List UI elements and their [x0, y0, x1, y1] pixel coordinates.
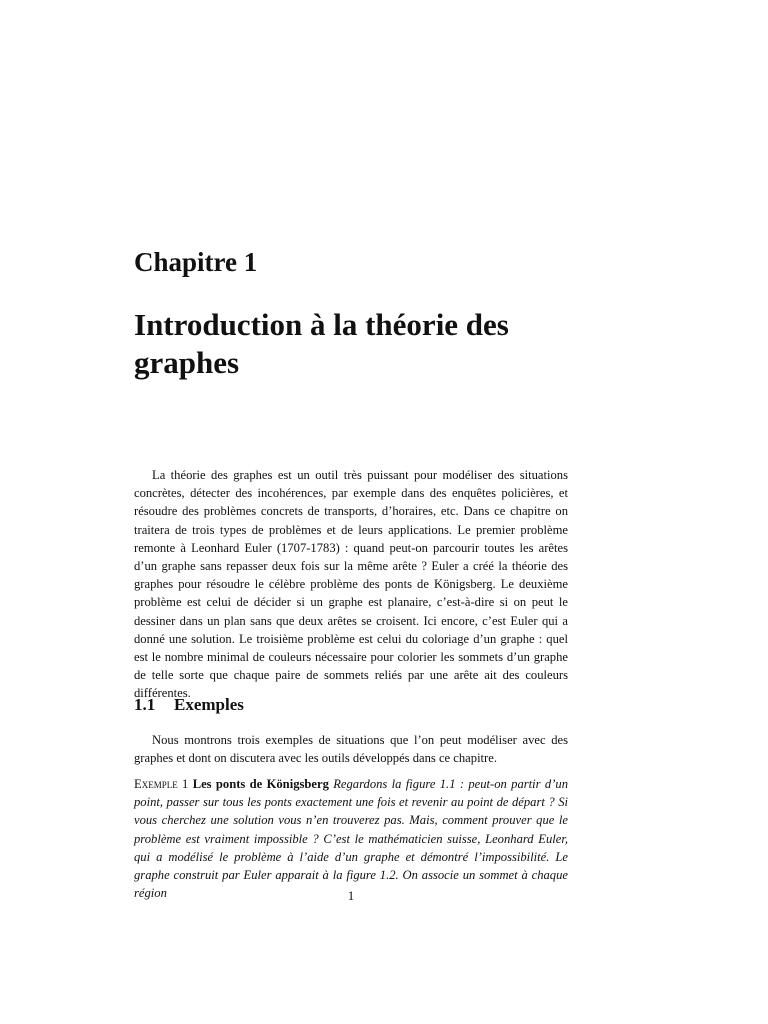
chapter-title: Introduction à la théorie des graphes [134, 307, 509, 380]
example-body: Regardons la figure 1.1 : peut-on partir d’un point, passer sur tous les ponts exactement une fois et revenir au point de départ ? Si vous cherchez une solution vous n’en trouverez pas. Mais, comment prouver que le problème est vraiment impossible ? C’est le mathématicien suisse, Leonhard Euler, qui a modélisé le problème à l’aide d’un graphe et démontré l’impossibilité. Le graphe construit par Euler apparait à la figure 1.2. On associe un sommet à chaque région [134, 777, 568, 901]
document-page [134, 0, 568, 1024]
section-title: Exemples [174, 695, 244, 714]
example-paragraph [134, 775, 568, 902]
section-paragraph: Nous montrons trois exemples de situations que l’on peut modéliser avec des graphes et dont on discutera avec les outils développés dans ce chapitre. [134, 733, 568, 766]
example-title: Les ponts de Königsberg [192, 777, 329, 791]
section-heading [134, 694, 244, 716]
example-label: Exemple 1 [134, 777, 189, 791]
page-number: 1 [347, 888, 355, 903]
section-number: 1.1 [134, 695, 156, 714]
chapter-label: Chapitre 1 [134, 247, 258, 277]
intro-paragraph: La théorie des graphes est un outil très puissant pour modéliser des situations concrètes, détecter des incohérences, par exemple dans des enquêtes policières, et résoudre des problèmes concrets de transports, d’horaires, etc. Dans ce chapitre on traitera de trois types de problèmes et de leurs applications. Le premier problème remonte à Leonhard Euler (1707-1783) : quand peut-on parcourir toutes les arêtes d’un graphe sans repasser deux fois sur la même arête ? Euler a créé la théorie des graphes pour résoudre le célèbre problème des ponts de Königsberg. Le deuxième problème est celui de décider si un graphe est planaire, c’est-à-dire si on peut le dessiner dans un plan sans que deux arêtes se croisent. Ici encore, c’est Euler qui a donné une solution. Le troisième problème est celui du coloriage d’un graphe : quel est le nombre minimal de couleurs nécessaire pour colorier les sommets d’un graphe de telle sorte que chaque paire de sommets reliés par une arête ait des couleurs différentes. [134, 468, 568, 701]
